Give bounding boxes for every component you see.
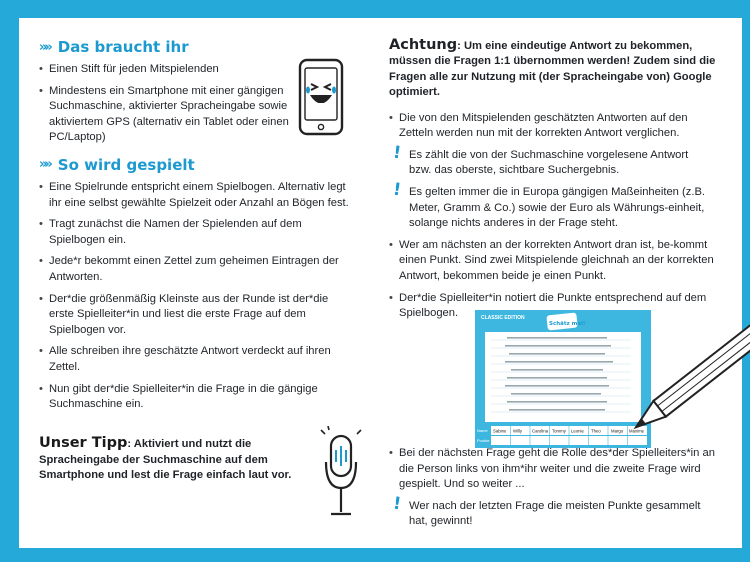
list-item: • Der*die größenmäßig Kleinste aus der Runde ist der*die erste Spielleiter*in und liest die erste Frage auf dem Spielbogen vor.: [39, 292, 349, 339]
rules-list: [39, 180, 349, 413]
note-item: [391, 142, 689, 179]
list-item: • Die von den Mitspielenden geschätzten Antworten auf den Zetteln werden nun mit der korrekten Antwort verglichen.: [389, 111, 719, 142]
note-text: Es gelten immer die in Europa gängigen Maßeinheiten (z.B. Meter, Gramm & Co.) sowie der Euro als Währungs-einheit, solange nichts anderes in der Frage steht.: [409, 186, 706, 230]
note-text: Wer nach der letzten Frage die meisten Punkte gesammelt hat, gewinnt!: [409, 499, 701, 528]
instruction-page: [19, 18, 742, 548]
smartphone-laughing-icon: [297, 58, 345, 136]
warning-title: Achtung: [389, 37, 458, 53]
heading-text: Das braucht ihr: [57, 38, 189, 56]
page-frame-bottom: [0, 548, 750, 562]
warning-body: : Um eine eindeutige Antwort zu bekommen, müssen die Fragen 1:1 übernommen werden! Zudem sind die Fragen alle zur Nutzung mit (der Spracheingabe von) Google optimiert.: [389, 40, 716, 99]
tip-text: [39, 436, 331, 484]
tip-box: [39, 436, 331, 484]
edition-label: CLASSIC EDITION: [481, 315, 525, 321]
list-item: • Der*die Spielleiter*in notiert die Punkte entsprechend auf dem Spielbogen.: [389, 291, 719, 322]
player-name: Sabine: [493, 428, 507, 434]
list-item: • Alle schreiben ihre geschätzte Antwort verdeckt auf ihren Zettel.: [39, 344, 349, 375]
page-frame-right: [742, 0, 750, 562]
pencil-icon: [619, 308, 750, 448]
player-name: Leonie: [571, 428, 584, 434]
player-name: Theo: [591, 428, 601, 434]
right-column: [389, 38, 719, 328]
needs-list: [39, 62, 289, 146]
heading-text: So wird gespielt: [57, 155, 195, 174]
right-column-bottom: [389, 446, 719, 536]
page-frame-top: [0, 0, 750, 18]
player-name: Maxime: [629, 428, 645, 434]
list-item: • Einen Stift für jeden Mitspielenden: [39, 62, 289, 78]
row-label-name: Name: [477, 428, 488, 433]
exclamation-icon: !: [391, 493, 403, 515]
player-name: Willy: [513, 428, 523, 434]
list-item: • Mindestens ein Smartphone mit einer gängigen Suchmaschine, aktivierter Spracheingabe sowie aktiviertem GPS (alternativ ein Tablet oder einen PC/Laptop): [39, 84, 289, 146]
exclamation-icon: !: [391, 142, 403, 164]
chevron-icon: »»: [39, 157, 50, 173]
list-item: • Nun gibt der*die Spielleiter*in die Frage in die gängige Suchmaschine ein.: [39, 382, 349, 413]
sheet-logo: Schätz mal!: [549, 321, 586, 327]
heading-so-wird-gespielt: [39, 156, 359, 174]
right-list-1: [389, 111, 719, 142]
tip-body: : Aktiviert und nutzt die Spracheingabe der Suchmaschine auf dem Smartphone und lest die Frage einfach laut vor.: [39, 438, 292, 482]
note-item: [391, 493, 709, 530]
list-item: • Jede*r bekommt einen Zettel zum geheimen Eintragen der Antworten.: [39, 254, 349, 285]
player-name: Tommy: [552, 428, 566, 434]
heading-das-braucht-ihr: [39, 38, 359, 56]
list-item: • Tragt zunächst die Namen der Spielenden auf dem Spielbogen ein.: [39, 217, 349, 248]
microphone-icon: [319, 426, 363, 524]
player-name: Carolina: [532, 428, 549, 434]
row-label-points: Punkte: [477, 438, 490, 443]
tip-title: Unser Tipp: [39, 435, 128, 451]
right-list-3: [389, 446, 719, 493]
note-item: [391, 179, 709, 232]
player-name: Margo: [611, 428, 624, 434]
page-frame-left: [0, 0, 19, 562]
exclamation-icon: !: [391, 179, 403, 201]
chevron-icon: »»: [39, 39, 50, 55]
warning-box: [389, 38, 719, 101]
list-item: • Bei der nächsten Frage geht die Rolle des*der Spielleiters*in an die Person links von ihm*ihr weiter und die zweite Frage wird gespielt. Und so weiter ...: [389, 446, 719, 493]
list-item: • Eine Spielrunde entspricht einem Spielbogen. Alternativ legt ihr eine selbst gewählte Spielzeit oder Anzahl an Bögen fest.: [39, 180, 349, 211]
note-text: Es zählt die von der Suchmaschine vorgelesene Antwort bzw. das oberste, sichtbare Suchergebnis.: [409, 148, 689, 177]
list-item: • Wer am nächsten an der korrekten Antwort dran ist, be-kommt einen Punkt. Sind zwei Mitspielende gleichnah an der korrekten Antwort, bekommen beide je einen Punkt.: [389, 238, 719, 285]
